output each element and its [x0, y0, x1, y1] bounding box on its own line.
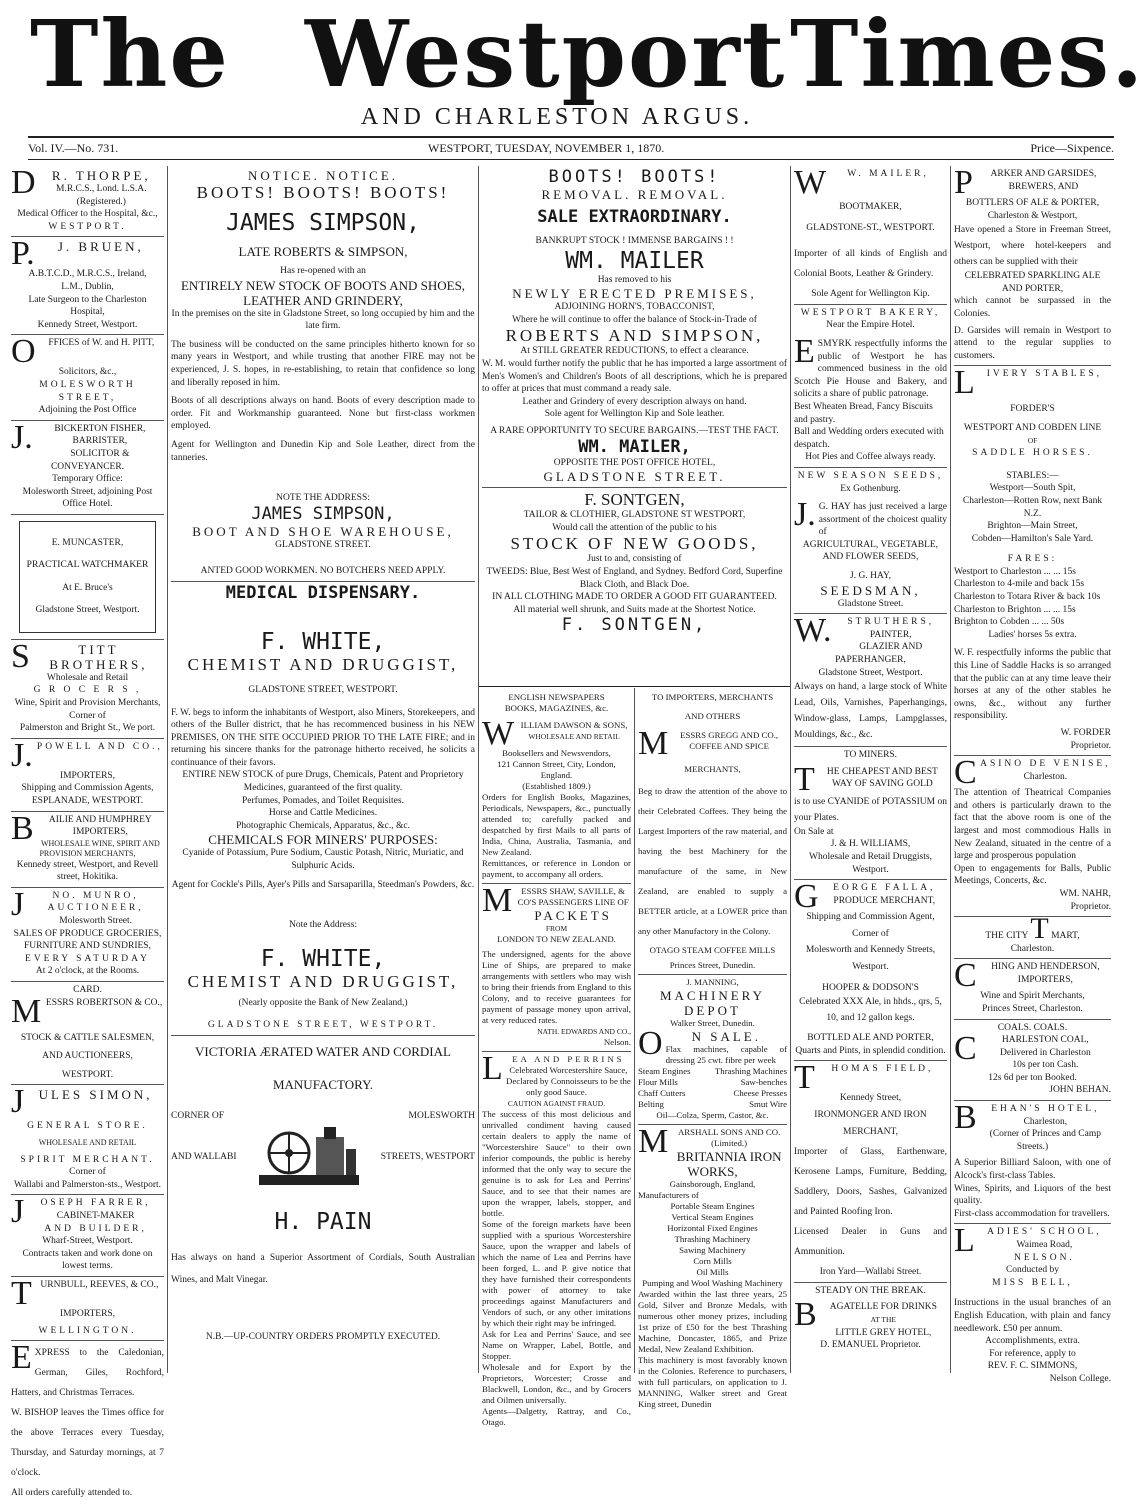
issue-date: WESTPORT, TUESDAY, NOVEMBER 1, 1870. [428, 141, 665, 155]
ad-stitt: S TITT BROTHERS, Wholesale and Retail G R O C E R S , Wine, Spirit and Provision Merchants, Corner of Palmerston and Bright St., We port. [11, 639, 164, 739]
ad-farrer: J OSEPH FARRER, CABINET-MAKER AND BUILDER, Wharf-Street, Westport. Contracts taken and work done on lowest terms. [11, 1195, 164, 1277]
column-2 [168, 166, 478, 1373]
ad-seeds: NEW SEASON SEEDS, Ex Gothenburg. J. G. HAY has just received a large assortment of the choicest quality of AGRICULTURAL, VEGETABLE, AND FLOWER SEEDS, J. G. HAY, SEEDSMAN, Gladstone Street. [794, 468, 947, 614]
ad-casino-de-venise: C ASINO DE VENISE, Charleston. The attention of Theatrical Companies and others is particularly drawn to the fact that the above room is one of the largest and most commodious Halls in New Zealand, situated in the centre of a large and prosperous population Open to engagements for Balls, Public Meetings, Concerts, &c. WM. NAHR, Proprietor. [954, 756, 1111, 917]
ad-struthers: W. STRUTHERS, PAINTER, GLAZIER AND PAPERHANGER, Gladstone Street, Westport. Always on hand, a large stock of White Lead, Oils, Varnishes, Paperhangings, Window-glass, Lamps, Lampglasses, Mouldings, &c., &c. [794, 614, 947, 747]
masthead [0, 0, 1145, 132]
column-3b [635, 690, 790, 1409]
ad-thorpe: D R. THORPE, M.R.C.S., Lond. L.S.A. (Registered.) Medical Officer to the Hospital, &c., WESTPORT. [11, 166, 164, 237]
column-5 [951, 164, 1114, 1384]
ad-shaw-saville: M ESSRS SHAW, SAVILLE, & CO'S PASSENGERS LINE OF PACKETS FROM LONDON TO NEW ZEALAND. The undersigned, agents for the above Line of Ships, are prepared to make arrangements with settlers who may wish to bring their friends from England to this Colony, and to receive guarantees for payment of passage money upon arrival, at very reduced rates. NATH. EDWARDS AND CO., Nelson. [482, 884, 631, 1052]
column-1 [8, 164, 167, 1499]
ad-h-pain: VICTORIA ÆRATED WATER AND CORDIAL MANUFACTORY. CORNER OF MOLESWORTH AND WALLABI STREETS, WESTPORT H. PAIN Has always on hand a Superior Assortment of Cordials, South Australian Wines, and Malt Vinegar. N.B.—UP-COUNTRY ORDERS PROMPTLY EXECUTED. [171, 1044, 475, 1342]
ad-parker-garsides: P ARKER AND GARSIDES, BREWERS, AND BOTTLERS OF ALE & PORTER, Charleston & Westport, Have opened a Store in Freeman Street, Westport, where hotel-keepers and others can be supplied with their CELEBRATED SPARKLING ALE AND PORTER, which cannot be surpassed in the Colonies. D. Garsides will remain in Westport to attend to the regular supplies to customers. [954, 166, 1111, 366]
masthead-title-westport: Westport [305, 0, 787, 108]
ad-charleston-coal: COALS. COALS. C HARLESTON COAL, Delivered in Charleston 10s per ton Cash. 12s 6d per ton Booked. JOHN BEHAN. [954, 1020, 1111, 1102]
ad-gregg: TO IMPORTERS, MERCHANTS AND OTHERS M ESSRS GREGG AND CO., COFFEE AND SPICE MERCHANTS, Beg to draw the attention of the above to their Celebrated Coffees. They being the Largest Importers of the raw material, and having the best Machinery for the manufacture of the same, in New Zealand, are enabled to supply a BETTER article, at a LOWER price than any other Manufactory in the Colony. OTAGO STEAM COFFEE MILLS Princes Street, Dunedin. [638, 690, 787, 975]
ad-westport-bakery: WESTPORT BAKERY, Near the Empire Hotel. E SMYRK respectfully informs the public of Westport he has commenced business in the old Scotch Pie House and Bakery, and solicits a share of public patronage. Best Wheaten Bread, Fancy Biscuits and pastry. Ball and Wedding orders executed with despatch. Hot Pies and Coffee always ready. [794, 305, 947, 468]
ad-forder-livery: L IVERY STABLES, FORDER'S WESTPORT AND COBDEN LINE OF SADDLE HORSES. STABLES:— Westport—South Spit, Charleston—Rotten Row, next Bank N.Z. Brighton—Main Street, Cobden—Hamilton's Sale Yard. FARES: Westport to Charleston ... ... 15s Charleston to 4-mile and back 15s Charleston to Totara River & back 10s Charleston to Brighton ... ... 15s Brighton to Cobden ... ... 50s Ladies' horses 5s extra. W. F. respectfully informs the public that this Line of Saddle Hacks is so arranged that the public can at any time leave their horses at any of the other stables he owns, &c., without any further responsibility. W. FORDER Proprietor. [954, 366, 1111, 756]
masthead-subtitle: AND CHARLESTON ARGUS. [360, 104, 754, 130]
ad-fisher: J. BICKERTON FISHER, BARRISTER, SOLICITOR & CONVEYANCER. Temporary Office: Molesworth Street, adjoining Post Office Hotel. [11, 421, 164, 515]
ad-w-mailer-bootmaker: W W. MAILER, BOOTMAKER, GLADSTONE-ST., WESTPORT. Importer of all kinds of English and Colonial Boots, Leather & Grindery. Sole Agent for Wellington Kip. [794, 166, 947, 305]
ad-to-miners: TO MINERS. T HE CHEAPEST AND BEST WAY OF SAVING GOLD is to use CYANIDE of POTASSIUM on your Plates. On Sale at J. & H. WILLIAMS, Wholesale and Retail Druggists, Westport. [794, 747, 947, 880]
dateline-rule [28, 159, 1114, 160]
column-4 [791, 166, 950, 1373]
masthead-rule [28, 136, 1114, 138]
ad-bruen: P. J. BRUEN, A.B.T.C.D., M.R.C.S., Ireland, L.M., Dublin, Late Surgeon to the Charleston Hospital, Kennedy Street, Westport. [11, 237, 164, 335]
ad-thomas-field: T HOMAS FIELD, Kennedy Street, IRONMONGER AND IRON MERCHANT, Importer of Glass, Earthenware, Kerosene Lamps, Furniture, Bedding, Saddlery, Doors, Sashes, Galvanized and Painted Roofing Iron. Licensed Dealer in Guns and Ammunition. Iron Yard—Wallabi Street. [794, 1061, 947, 1282]
ad-bagatelle: STEADY ON THE BREAK. B AGATELLE FOR DRINKS AT THE LITTLE GREY HOTEL, D. EMANUEL Proprietor. [794, 1285, 937, 1351]
ad-james-simpson: NOTICE. NOTICE. BOOTS! BOOTS! BOOTS! JAMES SIMPSON, LATE ROBERTS & SIMPSON, Has re-opened with an ENTIRELY NEW STOCK OF BOOTS AND SHOES, LEATHER AND GRINDERY, In the premises on the site in Gladstone Street, so long occupied by him and the late firm. The business will be conducted on the same principles hitherto known for so many years in Westport, and while trusting that another FIRE may not be experienced, J. S. hopes, in re-establishing, to retain that confidence so long and liberally reposed in him. Boots of all descriptions always on hand. Boots of every description made to order. Fit and Workmanship guaranteed. None but first-class workmen employed. Agent for Wellington and Dunedin Kip and Sole Leather, direct from the tanneries. NOTE THE ADDRESS: JAMES SIMPSON, BOOT AND SHOE WAREHOUSE, GLADSTONE STREET. ANTED GOOD WORKMEN. NO BOTCHERS NEED APPLY. [171, 166, 475, 582]
ad-pitt: O FFICES of W. and H. PITT, Solicitors, &c., MOLESWORTH STREET, Adjoining the Post Office [11, 335, 164, 420]
column-3a [479, 690, 634, 1427]
dateline [28, 141, 1114, 157]
section-rule [479, 686, 790, 687]
price: Price—Sixpence. [1030, 141, 1114, 155]
ad-sontgen: F. SONTGEN, TAILOR & CLOTHIER, GLADSTONE ST WESTPORT, Would call the attention of the public to his STOCK OF NEW GOODS, Just to and, consisting of TWEEDS: Blue, Best West of England, and Sydney. Bedford Cord, Superfine Black Cloth, and Black Doe. IN ALL CLOTHING MADE TO ORDER A GOOD FIT GUARANTEED. All material well shrunk, and Suits made at the Shortest Notice. F. SONTGEN, [486, 490, 783, 636]
ad-lea-perrins: L EA AND PERRINS Celebrated Worcestershire Sauce, Declared by Connoisseurs to be the only good Sauce. CAUTION AGAINST FRAUD. The success of this most delicious and unrivalled condiment having caused certain dealers to apply the name of "Worcestershire Sauce" to their own inferior compounds, the public is hereby informed that the only way to secure the genuine is to ask for Lea and Perrins' Sauce, and to see that their names are upon the wrapper, labels, stopper, and bottle. Some of the foreign markets have been supplied with a spurious Worcestershire Sauce, upon the wrapper and labels of which the name of Lea and Perrins have been forged, L. and P. give notice that they have furnished their correspondents with power of attorney to take proceedings against Manufacturers and Vendors of such, or any other imitations by which their right may be infringed. Ask for Lea and Perrins' Sauce, and see Name on Wrapper, Label, Bottle, and Stopper. Wholesale and for Export by the Proprietors, Worcester; Crosse and Blackwell, London, &c., and by Grocers and Oilmen universally. Agents—Dalgetty, Rattray, and Co., Otago. [482, 1050, 631, 1427]
ad-wm-mailer: BOOTS! BOOTS! REMOVAL. REMOVAL. SALE EXTRAORDINARY. BANKRUPT STOCK ! IMMENSE BARGAINS ! ! WM. MAILER Has removed to his NEWLY ERECTED PREMISES, ADJOINING HORN'S, TOBACCONIST, Where he will continue to offer the balance of Stock-in-Trade of ROBERTS AND SIMPSON, At STILL GREATER REDUCTIONS, to effect a clearance. W. M. would further notify the public that he has imported a large assortment of Men's Women's and Children's Boots of all descriptions, which he is prepared to offer at prices that must command a ready sale. Leather and Grindery of every description always on hand. Sole agent for Wellington Kip and Sole leather. A RARE OPPORTUNITY TO SECURE BARGAINS.—TEST THE FACT. WM. MAILER, OPPOSITE THE POST OFFICE HOTEL, GLADSTONE STREET. [482, 166, 787, 488]
masthead-title-the: The [30, 0, 230, 108]
ad-dawson: ENGLISH NEWSPAPERS BOOKS, MAGAZINES, &c. W ILLIAM DAWSON & SONS, WHOLESALE AND RETAIL Booksellers and Newsvendors, 121 Cannon Street, City, London, England. (Established 1809.) Orders for English Books, Magazines, Periodicals, Newspapers, &c., punctually attended to; carefully packed and despatched by first Mails to all parts of India, China, Australia, Tasmania, and New Zealand. Remittances, or reference in London or payment, to accompany all orders. [482, 690, 631, 884]
masthead-title-times: Times. [790, 0, 1145, 108]
ad-bishop: E XPRESS to the Caledonian, German, Giles, Rochford, Hatters, and Christmas Terraces. W. BISHOP leaves the Times office for the above Terraces every Tuesday, Thursday, and Saturday mornings, at 7 o'clock. All orders carefully attended to. [11, 1339, 164, 1499]
ad-robertson: CARD. M ESSRS ROBERTSON & CO., STOCK & CATTLE SALESMEN, AND AUCTIONEERS, WESTPORT. [11, 982, 164, 1085]
ad-ladies-school: L ADIES' SCHOOL, Waimea Road, NELSON. Conducted by MISS BELL, Instructions in the usual branches of an English Education, with plain and fancy needlework. £50 per annum. Accomplishments, extra. For reference, apply to REV. F. C. SIMMONS, Nelson College. [954, 1222, 1111, 1384]
ad-behans-hotel: B EHAN'S HOTEL, Charleston, (Corner of Princes and Camp Streets.) A Superior Billiard Saloon, with one of Alcock's first-class Tables. Wines, Spirits, and Liquors of the best quality. First-class accommodation for travellers. [954, 1101, 1111, 1224]
ad-falla: G EORGE FALLA, PRODUCE MERCHANT, Shipping and Commission Agent, Corner of Molesworth and Kennedy Streets, Westport. HOOPER & DODSON'S Celebrated XXX Ale, in hhds., qrs, 5, 10, and 12 gallon kegs. BOTTLED ALE AND PORTER, Quarts and Pints, in splendid condition. [794, 880, 947, 1061]
ad-f-white: MEDICAL DISPENSARY. F. WHITE, CHEMIST AND DRUGGIST, GLADSTONE STREET, WESTPORT. F. W. begs to inform the inhabitants of Westport, also Miners, Storekeepers, and others of the Buller district, that he has recommenced business in his NEW PREMISES, ON THE SITE OCCUPIED PRIOR TO THE LATE FIRE; and in returning his sincere thanks for the patronage hitherto received, he solicits a continuance of their favors. ENTIRE NEW STOCK of pure Drugs, Chemicals, Patent and Proprietory Medicines, guaranteed of the first quality. Perfumes, Pomades, and Toilet Requisites. Horse and Cattle Medicines. Photographic Chemicals, Apparatus, &c., &c. CHEMICALS FOR MINERS' PURPOSES: Cyanide of Potassium, Pure Sodium, Caustic Potash, Nitric, Muriatic, and Sulphuric Acids. Agent for Cockle's Pills, Ayer's Pills and Sarsaparilla, Steedman's Powders, &c. Note the Address: F. WHITE, CHEMIST AND DRUGGIST, (Nearly opposite the Bank of New Zealand,) GLADSTONE STREET, WESTPORT. [171, 582, 475, 1036]
column-3-top [479, 166, 790, 686]
ad-ching-henderson: C HING AND HENDERSON, IMPORTERS, Wine and Spirit Merchants, Princes Street, Charleston. [954, 959, 1111, 1019]
ad-manning: J. MANNING, MACHINERY DEPOT Walker Street, Dunedin. O N SALE. Flax machines, capable of dressing 25 cwt. fibre per week Steam Engines Thrashing Machines Flour Mills Saw-benches Chaff Cutters Cheese Presses Belting Smut Wire Oil—Colza, Sperm, Castor, &c. [638, 975, 787, 1125]
ad-turnbull: T URNBULL, REEVES, & CO., IMPORTERS, WELLINGTON. [11, 1277, 164, 1341]
ad-bailie: B AILIE AND HUMPHREY IMPORTERS, WHOLESALE WINE, SPIRIT AND PROVISION MERCHANTS, Kennedy street, Westport, and Revell street, Hokitika. [11, 812, 164, 888]
ad-simon: J ULES SIMON, GENERAL STORE. WHOLESALE AND RETAIL SPIRIT MERCHANT. Corner of Wallabi and Palmerston-sts., Westport. [11, 1085, 164, 1195]
aerated-water-machine-illustration [254, 1123, 364, 1193]
ad-city-mart: THE CITY T MART, Charleston. [954, 917, 1111, 959]
ad-muncaster: E. MUNCASTER, PRACTICAL WATCHMAKER At E. Bruce's Gladstone Street, Westport. [19, 521, 156, 633]
ad-marshall: M ARSHALL SONS AND CO. (Limited.) BRITANNIA IRON WORKS, Gainsborough, England, Manufacturers of Portable Steam Engines Vertical Steam Engines Horizontal Fixed Engines Thrashing Machinery Sawing Machinery Corn Mills Oil Mills Pumping and Wool Washing Machinery Awarded within the last three years, 25 Gold, Silver and Bronze Medals, with numerous other money prizes, including 1st prize of £50 for the best Thrashing Machine, Doncaster, 1865, and Prize Medal, New Zealand Exhibition. This machinery is most favorably known in the Colonies. Reference to purchasers, with full particulars, on application to J. MANNING, Walker street and Great King street, Dunedin [638, 1123, 787, 1409]
volume-number: Vol. IV.—No. 731. [28, 141, 119, 155]
ad-powell: J. POWELL AND CO., IMPORTERS, Shipping and Commission Agents, ESPLANADE, WESTPORT. [11, 739, 164, 812]
ad-munro: J NO. MUNRO, AUCTIONEER, Molesworth Street. SALES OF PRODUCE GROCERIES, FURNITURE AND SUNDRIES, EVERY SATURDAY At 2 o'clock, at the Rooms. [11, 888, 164, 982]
